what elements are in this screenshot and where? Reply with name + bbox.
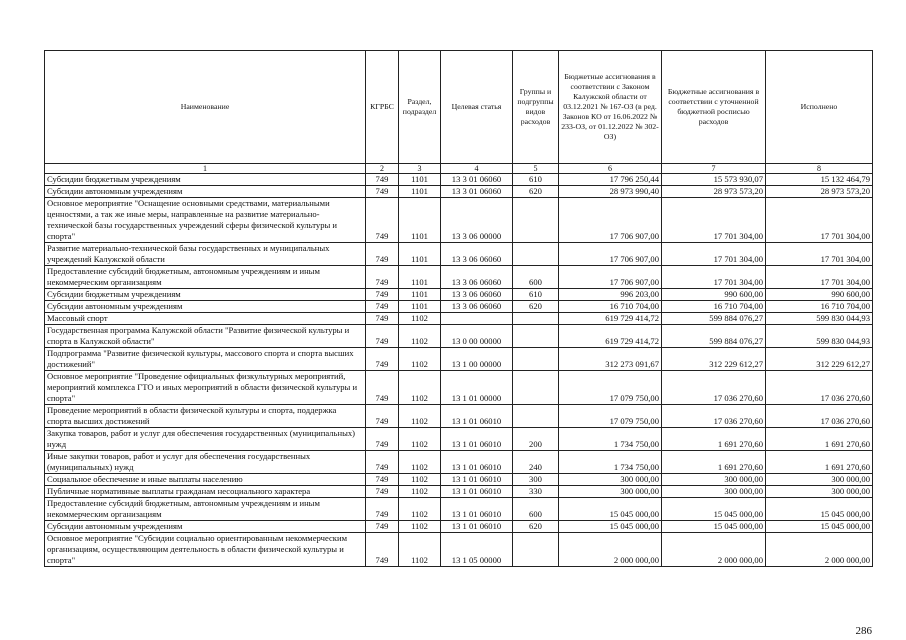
row-target-cell: 13 1 01 06010 — [441, 428, 513, 451]
table-row — [45, 486, 873, 498]
header-row — [45, 51, 873, 164]
row-target-cell: 13 1 01 06010 — [441, 521, 513, 533]
row-target-cell: 13 3 01 06060 — [441, 186, 513, 198]
row-approved-cell: 300 000,00 — [559, 486, 662, 498]
row-target-cell: 13 3 06 06060 — [441, 301, 513, 313]
row-kgrbs-cell: 749 — [366, 174, 399, 186]
row-approved-cell: 2 000 000,00 — [559, 533, 662, 567]
row-section-cell: 1102 — [399, 405, 441, 428]
row-expense-type-cell — [513, 198, 559, 243]
row-approved-cell: 17 706 907,00 — [559, 266, 662, 289]
row-kgrbs-cell: 749 — [366, 521, 399, 533]
row-name-cell: Субсидии автономным учреждениям — [45, 186, 366, 198]
table-row — [45, 301, 873, 313]
row-executed-cell: 1 691 270,60 — [766, 428, 873, 451]
row-target-cell: 13 1 05 00000 — [441, 533, 513, 567]
header-kgrbs: КГРБС — [366, 51, 399, 164]
row-expense-type-cell: 620 — [513, 521, 559, 533]
row-kgrbs-cell: 749 — [366, 533, 399, 567]
column-number: 1 — [45, 164, 366, 174]
row-approved-cell: 996 203,00 — [559, 289, 662, 301]
header-executed: Исполнено — [766, 51, 873, 164]
table-row — [45, 451, 873, 474]
row-approved-cell: 17 706 907,00 — [559, 243, 662, 266]
row-expense-type-cell: 610 — [513, 174, 559, 186]
row-executed-cell: 17 701 304,00 — [766, 243, 873, 266]
row-executed-cell: 17 701 304,00 — [766, 266, 873, 289]
row-kgrbs-cell: 749 — [366, 428, 399, 451]
row-name-cell: Массовый спорт — [45, 313, 366, 325]
row-executed-cell: 15 045 000,00 — [766, 521, 873, 533]
row-name-cell: Иные закупки товаров, работ и услуг для обеспечения государственных (муниципальных) нужд — [45, 451, 366, 474]
row-executed-cell: 300 000,00 — [766, 474, 873, 486]
row-kgrbs-cell: 749 — [366, 313, 399, 325]
table-row — [45, 266, 873, 289]
row-name-cell: Предоставление субсидий бюджетным, автономным учреждениям и иным некоммерческим организациям — [45, 266, 366, 289]
row-refined-cell: 15 045 000,00 — [662, 498, 766, 521]
row-name-cell: Основное мероприятие "Проведение официальных физкультурных мероприятий, мероприятий комплекса ГТО и иных мероприятий в области физической культуры и спорта" — [45, 371, 366, 405]
row-executed-cell: 312 229 612,27 — [766, 348, 873, 371]
row-kgrbs-cell: 749 — [366, 486, 399, 498]
column-number: 2 — [366, 164, 399, 174]
row-kgrbs-cell: 749 — [366, 371, 399, 405]
row-refined-cell: 312 229 612,27 — [662, 348, 766, 371]
row-section-cell: 1102 — [399, 474, 441, 486]
row-section-cell: 1102 — [399, 313, 441, 325]
row-section-cell: 1101 — [399, 266, 441, 289]
row-approved-cell: 300 000,00 — [559, 474, 662, 486]
row-refined-cell: 599 884 076,27 — [662, 313, 766, 325]
row-expense-type-cell — [513, 313, 559, 325]
row-kgrbs-cell: 749 — [366, 474, 399, 486]
row-section-cell: 1101 — [399, 198, 441, 243]
row-expense-type-cell — [513, 405, 559, 428]
row-expense-type-cell — [513, 371, 559, 405]
row-expense-type-cell: 610 — [513, 289, 559, 301]
row-refined-cell: 17 701 304,00 — [662, 266, 766, 289]
row-name-cell: Основное мероприятие "Оснащение основными средствами, материальными ценностями, а так же иные меры, направленные на развитие материально-технической базы государственных учреждений сферы физической культуры и спорта" — [45, 198, 366, 243]
row-approved-cell: 619 729 414,72 — [559, 325, 662, 348]
row-target-cell: 13 3 01 06060 — [441, 174, 513, 186]
row-refined-cell: 300 000,00 — [662, 486, 766, 498]
table-row — [45, 243, 873, 266]
column-number: 5 — [513, 164, 559, 174]
table-row — [45, 498, 873, 521]
table-row — [45, 371, 873, 405]
row-section-cell: 1102 — [399, 325, 441, 348]
row-name-cell: Социальное обеспечение и иные выплаты населению — [45, 474, 366, 486]
row-kgrbs-cell: 749 — [366, 198, 399, 243]
table-row — [45, 325, 873, 348]
row-expense-type-cell: 330 — [513, 486, 559, 498]
row-kgrbs-cell: 749 — [366, 405, 399, 428]
table-row — [45, 348, 873, 371]
row-name-cell: Проведение мероприятий в области физической культуры и спорта, поддержка спорта высших достижений — [45, 405, 366, 428]
header-section: Раздел, подраздел — [399, 51, 441, 164]
row-name-cell: Публичные нормативные выплаты гражданам несоциального характера — [45, 486, 366, 498]
row-section-cell: 1101 — [399, 243, 441, 266]
row-expense-type-cell — [513, 243, 559, 266]
row-executed-cell: 990 600,00 — [766, 289, 873, 301]
table-row — [45, 428, 873, 451]
row-kgrbs-cell: 749 — [366, 266, 399, 289]
table-body — [45, 174, 873, 567]
page-number: 286 — [855, 625, 872, 637]
row-expense-type-cell: 600 — [513, 498, 559, 521]
row-section-cell: 1101 — [399, 174, 441, 186]
row-expense-type-cell — [513, 348, 559, 371]
budget-table — [44, 50, 873, 567]
row-target-cell: 13 1 01 06010 — [441, 405, 513, 428]
row-expense-type-cell — [513, 533, 559, 567]
row-executed-cell: 16 710 704,00 — [766, 301, 873, 313]
row-executed-cell: 15 132 464,79 — [766, 174, 873, 186]
table-row — [45, 174, 873, 186]
row-expense-type-cell: 240 — [513, 451, 559, 474]
row-approved-cell: 28 973 990,40 — [559, 186, 662, 198]
row-name-cell: Субсидии автономным учреждениям — [45, 301, 366, 313]
row-approved-cell: 1 734 750,00 — [559, 451, 662, 474]
row-name-cell: Развитие материально-технической базы государственных и муниципальных учреждений Калужской области — [45, 243, 366, 266]
row-approved-cell: 17 706 907,00 — [559, 198, 662, 243]
row-target-cell: 13 1 01 06010 — [441, 474, 513, 486]
row-refined-cell: 599 884 076,27 — [662, 325, 766, 348]
row-approved-cell: 17 079 750,00 — [559, 371, 662, 405]
row-executed-cell: 1 691 270,60 — [766, 451, 873, 474]
row-executed-cell: 17 036 270,60 — [766, 371, 873, 405]
table-row — [45, 533, 873, 567]
row-target-cell — [441, 313, 513, 325]
row-kgrbs-cell: 749 — [366, 451, 399, 474]
row-executed-cell: 17 036 270,60 — [766, 405, 873, 428]
row-expense-type-cell: 200 — [513, 428, 559, 451]
row-kgrbs-cell: 749 — [366, 325, 399, 348]
row-name-cell: Подпрограмма "Развитие физической культуры, массового спорта и спорта высших достижений" — [45, 348, 366, 371]
row-name-cell: Субсидии автономным учреждениям — [45, 521, 366, 533]
row-approved-cell: 17 796 250,44 — [559, 174, 662, 186]
row-target-cell: 13 3 06 06060 — [441, 243, 513, 266]
row-approved-cell: 16 710 704,00 — [559, 301, 662, 313]
row-refined-cell: 990 600,00 — [662, 289, 766, 301]
row-name-cell: Основное мероприятие "Субсидии социально ориентированным некоммерческим организациям, осуществляющим деятельность в области физической культуры и спорта" — [45, 533, 366, 567]
row-executed-cell: 17 701 304,00 — [766, 198, 873, 243]
row-approved-cell: 312 273 091,67 — [559, 348, 662, 371]
row-kgrbs-cell: 749 — [366, 301, 399, 313]
row-approved-cell: 1 734 750,00 — [559, 428, 662, 451]
row-name-cell: Государственная программа Калужской области "Развитие физической культуры и спорта в Калужской области" — [45, 325, 366, 348]
table-row — [45, 186, 873, 198]
row-section-cell: 1101 — [399, 289, 441, 301]
row-target-cell: 13 1 01 00000 — [441, 371, 513, 405]
row-section-cell: 1102 — [399, 428, 441, 451]
row-approved-cell: 619 729 414,72 — [559, 313, 662, 325]
row-name-cell: Предоставление субсидий бюджетным, автономным учреждениям и иным некоммерческим организациям — [45, 498, 366, 521]
row-refined-cell: 17 701 304,00 — [662, 198, 766, 243]
row-refined-cell: 16 710 704,00 — [662, 301, 766, 313]
column-number: 7 — [662, 164, 766, 174]
column-number: 3 — [399, 164, 441, 174]
row-executed-cell: 300 000,00 — [766, 486, 873, 498]
row-section-cell: 1102 — [399, 498, 441, 521]
row-expense-type-cell: 620 — [513, 186, 559, 198]
row-refined-cell: 17 036 270,60 — [662, 405, 766, 428]
row-target-cell: 13 3 06 06060 — [441, 266, 513, 289]
row-target-cell: 13 3 06 06060 — [441, 289, 513, 301]
row-target-cell: 13 1 01 06010 — [441, 486, 513, 498]
row-approved-cell: 17 079 750,00 — [559, 405, 662, 428]
row-kgrbs-cell: 749 — [366, 289, 399, 301]
row-section-cell: 1102 — [399, 451, 441, 474]
row-section-cell: 1102 — [399, 371, 441, 405]
table-row — [45, 313, 873, 325]
row-executed-cell: 599 830 044,93 — [766, 313, 873, 325]
row-expense-type-cell: 620 — [513, 301, 559, 313]
row-executed-cell: 2 000 000,00 — [766, 533, 873, 567]
table-row — [45, 474, 873, 486]
row-expense-type-cell: 600 — [513, 266, 559, 289]
row-expense-type-cell: 300 — [513, 474, 559, 486]
table-row — [45, 289, 873, 301]
row-section-cell: 1101 — [399, 186, 441, 198]
row-refined-cell: 1 691 270,60 — [662, 428, 766, 451]
header-refined-allocations: Бюджетные ассигнования в соответствии с уточненной бюджетной росписью расходов — [662, 51, 766, 164]
row-kgrbs-cell: 749 — [366, 243, 399, 266]
header-target-article: Целевая статья — [441, 51, 513, 164]
column-number: 8 — [766, 164, 873, 174]
column-number: 4 — [441, 164, 513, 174]
row-expense-type-cell — [513, 325, 559, 348]
row-kgrbs-cell: 749 — [366, 348, 399, 371]
row-executed-cell: 28 973 573,20 — [766, 186, 873, 198]
row-kgrbs-cell: 749 — [366, 186, 399, 198]
row-executed-cell: 15 045 000,00 — [766, 498, 873, 521]
row-name-cell: Субсидии бюджетным учреждениям — [45, 174, 366, 186]
row-section-cell: 1101 — [399, 301, 441, 313]
row-refined-cell: 28 973 573,20 — [662, 186, 766, 198]
row-target-cell: 13 0 00 00000 — [441, 325, 513, 348]
row-refined-cell: 15 573 930,07 — [662, 174, 766, 186]
header-approved-allocations: Бюджетные ассигнования в соответствии с Законом Калужской области от 03.12.2021 № 167-ОЗ (в ред. Законов КО от 16.06.2022 № 233-ОЗ, от 01.12.2022 № 302-ОЗ) — [559, 51, 662, 164]
row-name-cell: Субсидии бюджетным учреждениям — [45, 289, 366, 301]
row-target-cell: 13 1 01 06010 — [441, 498, 513, 521]
row-refined-cell: 15 045 000,00 — [662, 521, 766, 533]
row-target-cell: 13 1 01 06010 — [441, 451, 513, 474]
row-executed-cell: 599 830 044,93 — [766, 325, 873, 348]
row-section-cell: 1102 — [399, 486, 441, 498]
row-section-cell: 1102 — [399, 533, 441, 567]
table-row — [45, 521, 873, 533]
row-refined-cell: 1 691 270,60 — [662, 451, 766, 474]
column-number: 6 — [559, 164, 662, 174]
row-section-cell: 1102 — [399, 348, 441, 371]
header-expense-type: Группы и подгруппы видов расходов — [513, 51, 559, 164]
row-refined-cell: 17 701 304,00 — [662, 243, 766, 266]
row-refined-cell: 17 036 270,60 — [662, 371, 766, 405]
row-approved-cell: 15 045 000,00 — [559, 521, 662, 533]
table-row — [45, 198, 873, 243]
table-row — [45, 405, 873, 428]
row-refined-cell: 2 000 000,00 — [662, 533, 766, 567]
row-kgrbs-cell: 749 — [366, 498, 399, 521]
table-header — [45, 51, 873, 174]
row-section-cell: 1102 — [399, 521, 441, 533]
row-target-cell: 13 3 06 00000 — [441, 198, 513, 243]
row-name-cell: Закупка товаров, работ и услуг для обеспечения государственных (муниципальных) нужд — [45, 428, 366, 451]
row-target-cell: 13 1 00 00000 — [441, 348, 513, 371]
row-refined-cell: 300 000,00 — [662, 474, 766, 486]
column-number-row — [45, 164, 873, 174]
header-name: Наименование — [45, 51, 366, 164]
row-approved-cell: 15 045 000,00 — [559, 498, 662, 521]
